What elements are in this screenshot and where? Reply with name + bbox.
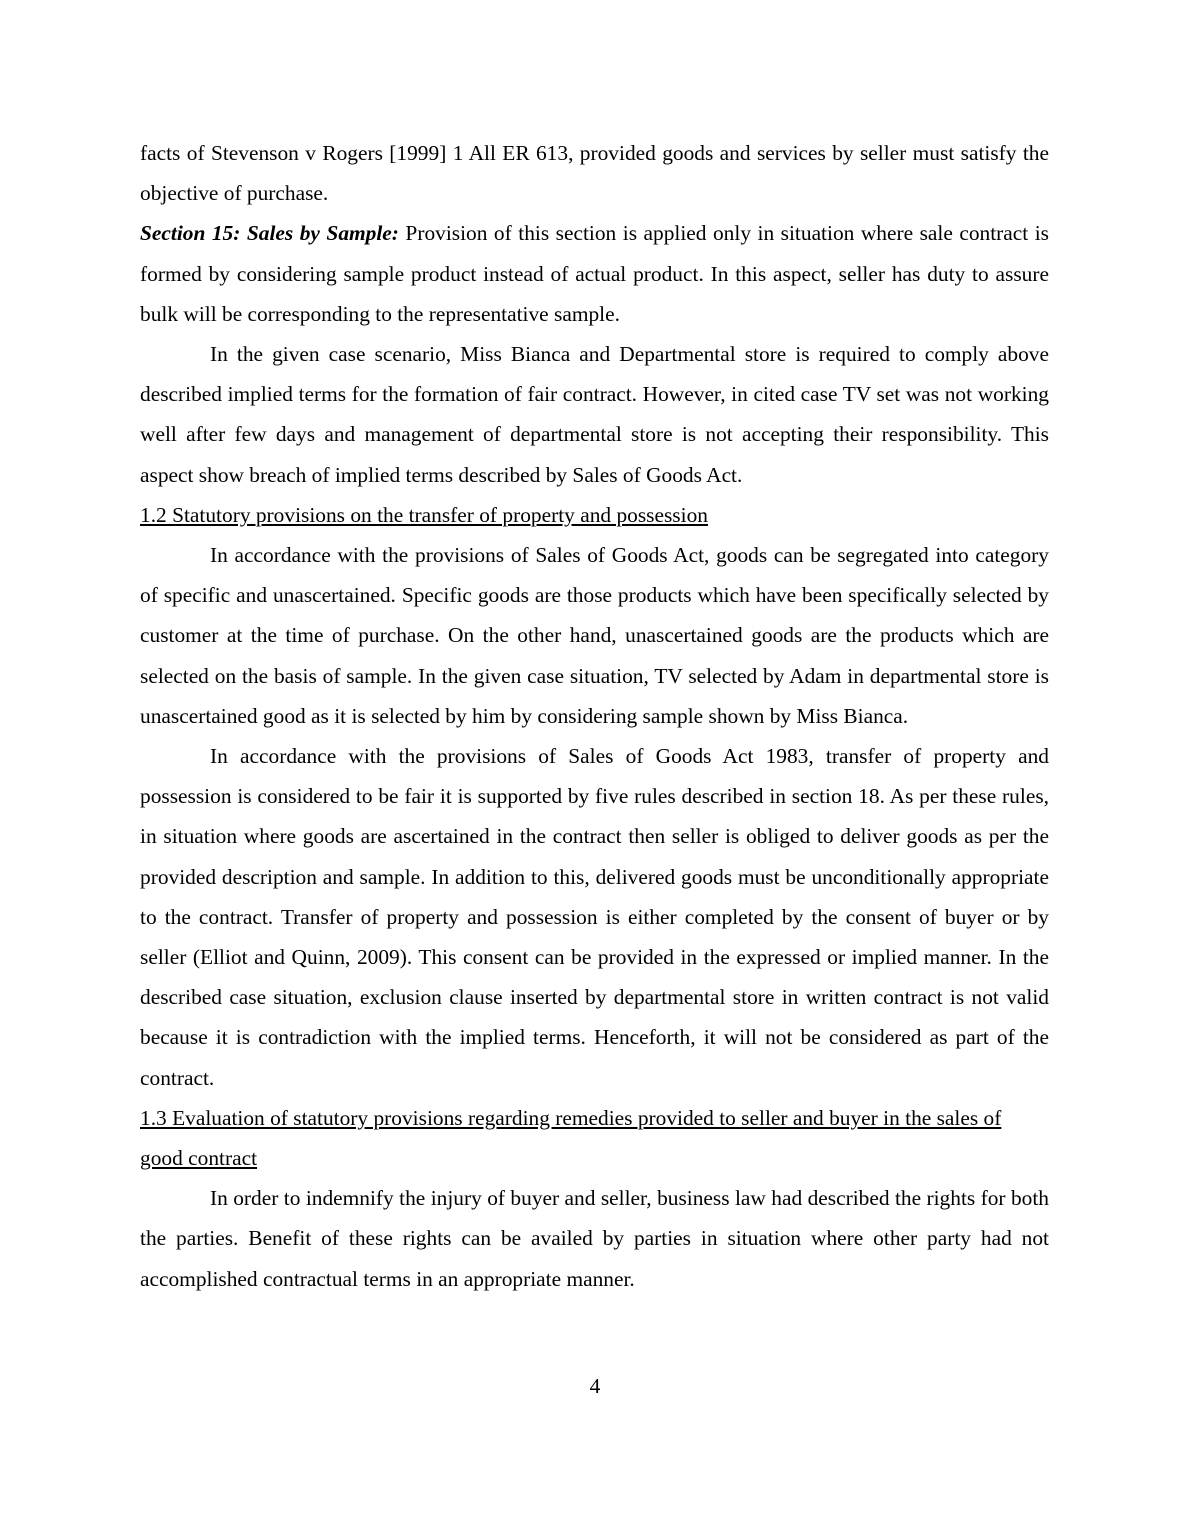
heading-1-2: 1.2 Statutory provisions on the transfer of property and possession [140,502,708,527]
page-number: 4 [589,1374,601,1398]
paragraph-remedies: In order to indemnify the injury of buyer and seller, business law had described the rights for both the parties. Benefit of these rights can be availed by parties in situation where other party had not accomplished contractual terms in an appropriate manner. [140,1186,1049,1291]
section-15-label: Section 15: Sales by Sample: [140,221,399,246]
paragraph-section-15 [140,213,1049,334]
heading-1-3: 1.3 Evaluation of statutory provisions regarding remedies provided to seller and buyer in the sales of good contract [140,1105,1002,1171]
paragraph-goods-categories: In accordance with the provisions of Sales of Goods Act, goods can be segregated into category of specific and unascertained. Specific goods are those products which have been specifically selected by customer at the time of purchase. On the other hand, unascertained goods are the products which are selected on the basis of sample. In the given case situation, TV selected by Adam in departmental store is unascertained good as it is selected by him by considering sample shown by Miss Bianca. [140,543,1049,728]
paragraph-transfer-rules: In accordance with the provisions of Sales of Goods Act 1983, transfer of property and possession is considered to be fair it is supported by five rules described in section 18. As per these rules, in situation where goods are ascertained in the contract then seller is obliged to deliver goods as per the provided description and sample. In addition to this, delivered goods must be unconditionally appropriate to the contract. Transfer of property and possession is either completed by the consent of buyer or by seller (Elliot and Quinn, 2009). This consent can be provided in the expressed or implied manner. In the described case situation, exclusion clause inserted by departmental store in written contract is not valid because it is contradiction with the implied terms. Henceforth, it will not be considered as part of the contract. [140,744,1049,1090]
paragraph-continuation: facts of Stevenson v Rogers [1999] 1 All ER 613, provided goods and services by seller must satisfy the objective of purchase. [140,141,1049,206]
document-body [140,133,1049,1299]
section-15-text: Provision of this section is applied only in situation where sale contract is formed by considering sample product instead of actual product. In this aspect, seller has duty to assure bulk will be corresponding to the representative sample. [140,221,1050,326]
paragraph-case-scenario: In the given case scenario, Miss Bianca and Departmental store is required to comply above described implied terms for the formation of fair contract. However, in cited case TV set was not working well after few days and management of departmental store is not accepting their responsibility. This aspect show breach of implied terms described by Sales of Goods Act. [140,342,1049,487]
